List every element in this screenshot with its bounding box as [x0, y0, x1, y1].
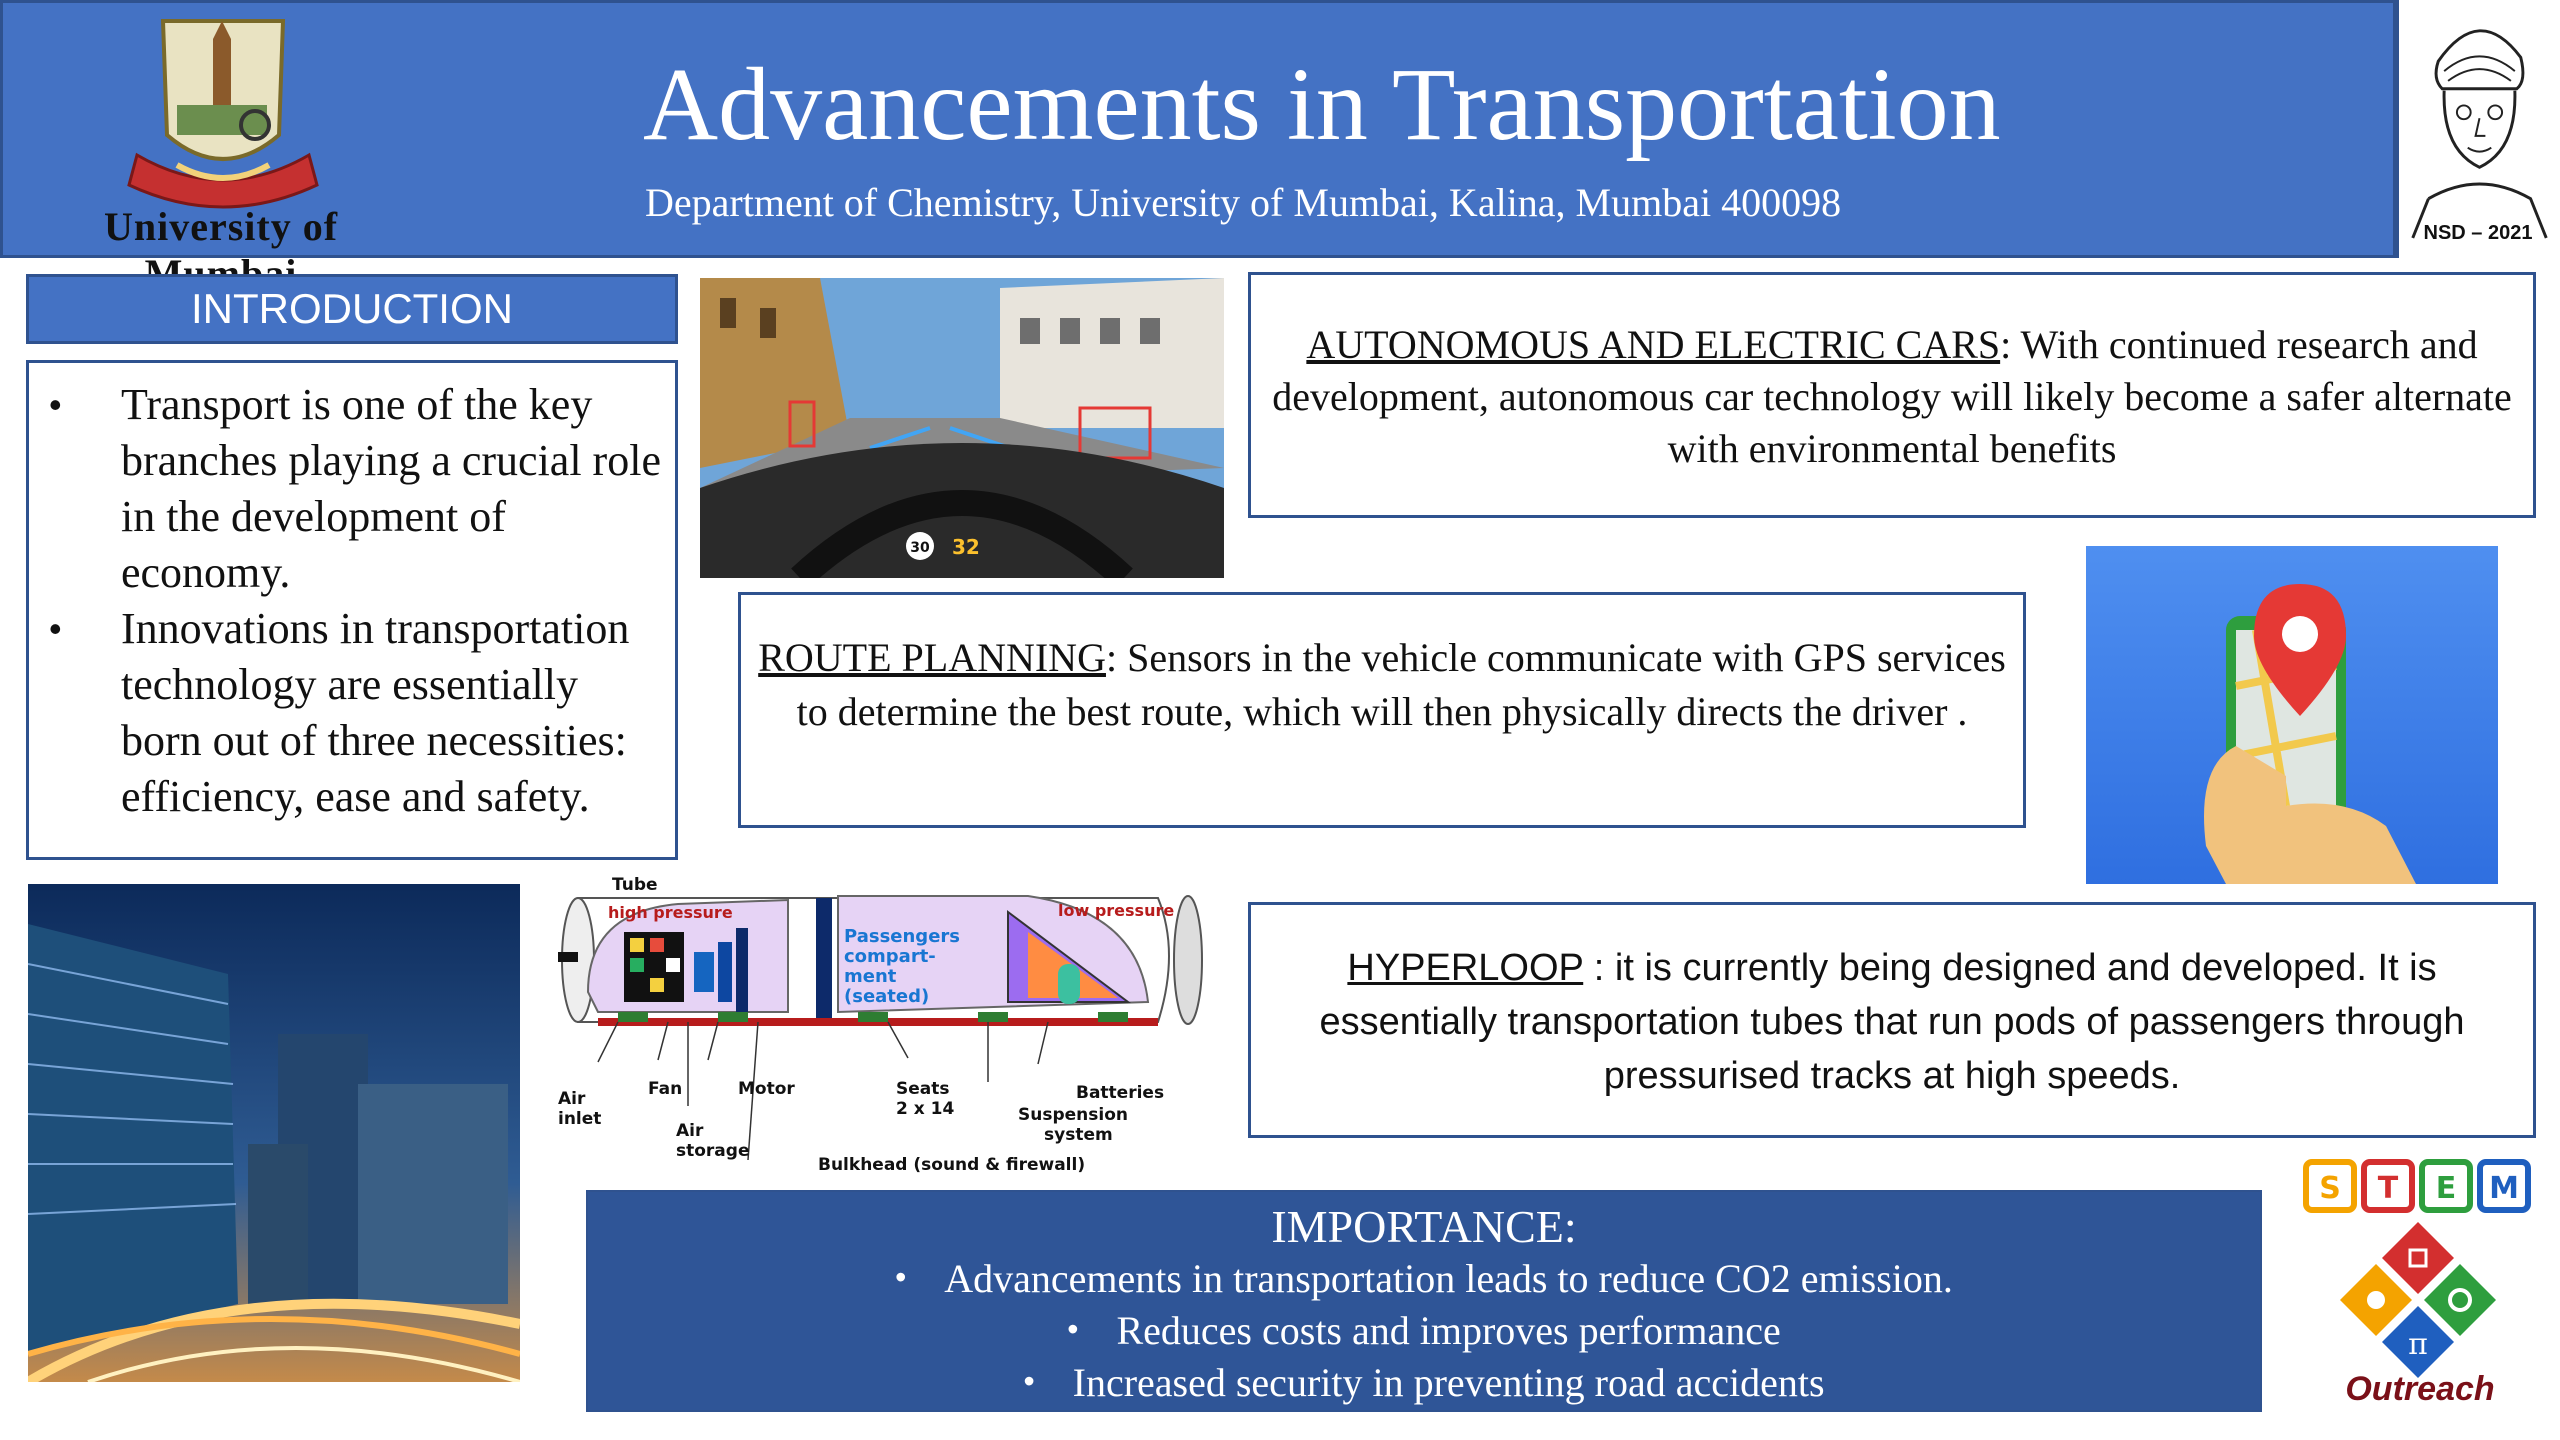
- diagram-passengers-line-3: ment: [844, 966, 897, 987]
- importance-heading: IMPORTANCE:: [1271, 1201, 1577, 1252]
- pi-icon: π: [2408, 1327, 2428, 1362]
- diagram-passengers-line-4: (seated): [844, 986, 930, 1007]
- nsd-badge: NSD – 2021: [2423, 222, 2533, 244]
- introduction-list: [29, 377, 661, 825]
- header-banner: [0, 0, 2396, 258]
- bullet-icon: •: [1067, 1311, 1079, 1347]
- importance-bullet-1: Advancements in transportation leads to reduce CO2 emission.: [944, 1256, 1953, 1301]
- diagram-air-storage-line-2: storage: [676, 1141, 750, 1161]
- diagram-seats-line-2: 2 x 14: [896, 1099, 955, 1119]
- stem-letter-t: T: [2377, 1171, 2399, 1206]
- stem-letter-e: E: [2435, 1171, 2457, 1206]
- bullet-icon: •: [895, 1259, 907, 1295]
- hyperloop-keyword: HYPERLOOP: [1347, 947, 1584, 989]
- diagram-passengers-line-2: compart-: [844, 946, 936, 967]
- route-planning-box: [738, 592, 2026, 828]
- diagram-suspension-line-2: system: [1044, 1125, 1113, 1145]
- importance-list: [588, 1252, 2260, 1408]
- diagram-motor-label: Motor: [738, 1079, 795, 1099]
- autonomous-cars-keyword: AUTONOMOUS AND ELECTRIC CARS: [1306, 322, 2001, 367]
- diagram-bulkhead-label: Bulkhead (sound & firewall): [818, 1155, 1086, 1175]
- route-planning-text: : Sensors in the vehicle communicate with GPS services to determine the best route, which will then physically directs the driver .: [796, 635, 2006, 734]
- list-item: [588, 1356, 2260, 1408]
- list-item: [29, 601, 661, 825]
- diagram-air-inlet-line-2: inlet: [558, 1109, 602, 1129]
- introduction-bullet-1: Transport is one of the key branches playing a crucial role in the development of economy.: [121, 380, 661, 597]
- diagram-fan-label: Fan: [648, 1079, 683, 1099]
- route-planning-keyword: ROUTE PLANNING: [758, 635, 1106, 680]
- stem-letter-m: M: [2489, 1171, 2519, 1206]
- diagram-air-storage-line-1: Air: [676, 1121, 704, 1141]
- list-item: [588, 1252, 2260, 1304]
- diagram-suspension-line-1: Suspension: [1018, 1105, 1128, 1125]
- autonomous-cars-box: [1248, 272, 2536, 518]
- list-item: [588, 1304, 2260, 1356]
- stem-letter-s: S: [2319, 1171, 2341, 1206]
- speed-readout: 32: [952, 535, 980, 559]
- outreach-label: Outreach: [2345, 1370, 2495, 1408]
- diagram-seats-line-1: Seats: [896, 1079, 950, 1099]
- poster-subtitle: Department of Chemistry, University of Mumbai, Kalina, Mumbai 400098: [645, 180, 1842, 225]
- portrait-sketch: [2396, 0, 2560, 258]
- hyperloop-text: : it is currently being designed and developed. It is essentially transportation tubes that run pods of passengers through pressurised tracks at high speeds.: [1319, 947, 2465, 1097]
- introduction-box: [26, 360, 678, 860]
- diagram-low-pressure-label: low pressure: [1058, 901, 1175, 920]
- diagram-air-inlet-line-1: Air: [558, 1089, 586, 1109]
- hyperloop-diagram: [558, 872, 1214, 1182]
- hyperloop-box: [1248, 902, 2536, 1138]
- diagram-high-pressure-label: high pressure: [608, 903, 733, 922]
- importance-box: [586, 1190, 2262, 1412]
- diagram-tube-label: Tube: [612, 875, 658, 895]
- diagram-batteries-label: Batteries: [1076, 1083, 1165, 1103]
- city-skyline-photo: [28, 884, 520, 1382]
- autonomous-car-photo: [700, 278, 1224, 578]
- poster-title: Advancements in Transportation: [643, 47, 2001, 162]
- bullet-icon: •: [49, 608, 62, 649]
- introduction-bullet-2: Innovations in transportation technology are essentially born out of three necessities: efficiency, ease and safety.: [121, 604, 630, 821]
- speed-limit-sign: 30: [910, 540, 930, 556]
- importance-bullet-3: Increased security in preventing road accidents: [1072, 1360, 1825, 1405]
- list-item: [29, 377, 661, 601]
- introduction-heading: INTRODUCTION: [26, 274, 678, 344]
- bullet-icon: •: [1023, 1363, 1035, 1399]
- importance-bullet-2: Reduces costs and improves performance: [1116, 1308, 1781, 1353]
- autonomous-cars-text: : With continued research and development, autonomous car technology will likely become a safer alternate with environmental benefits: [1272, 322, 2512, 471]
- university-name-caption: University of: [103, 204, 339, 249]
- diagram-passengers-line-1: Passengers: [844, 926, 960, 947]
- gps-phone-illustration: [2086, 546, 2498, 884]
- bullet-icon: •: [49, 384, 62, 425]
